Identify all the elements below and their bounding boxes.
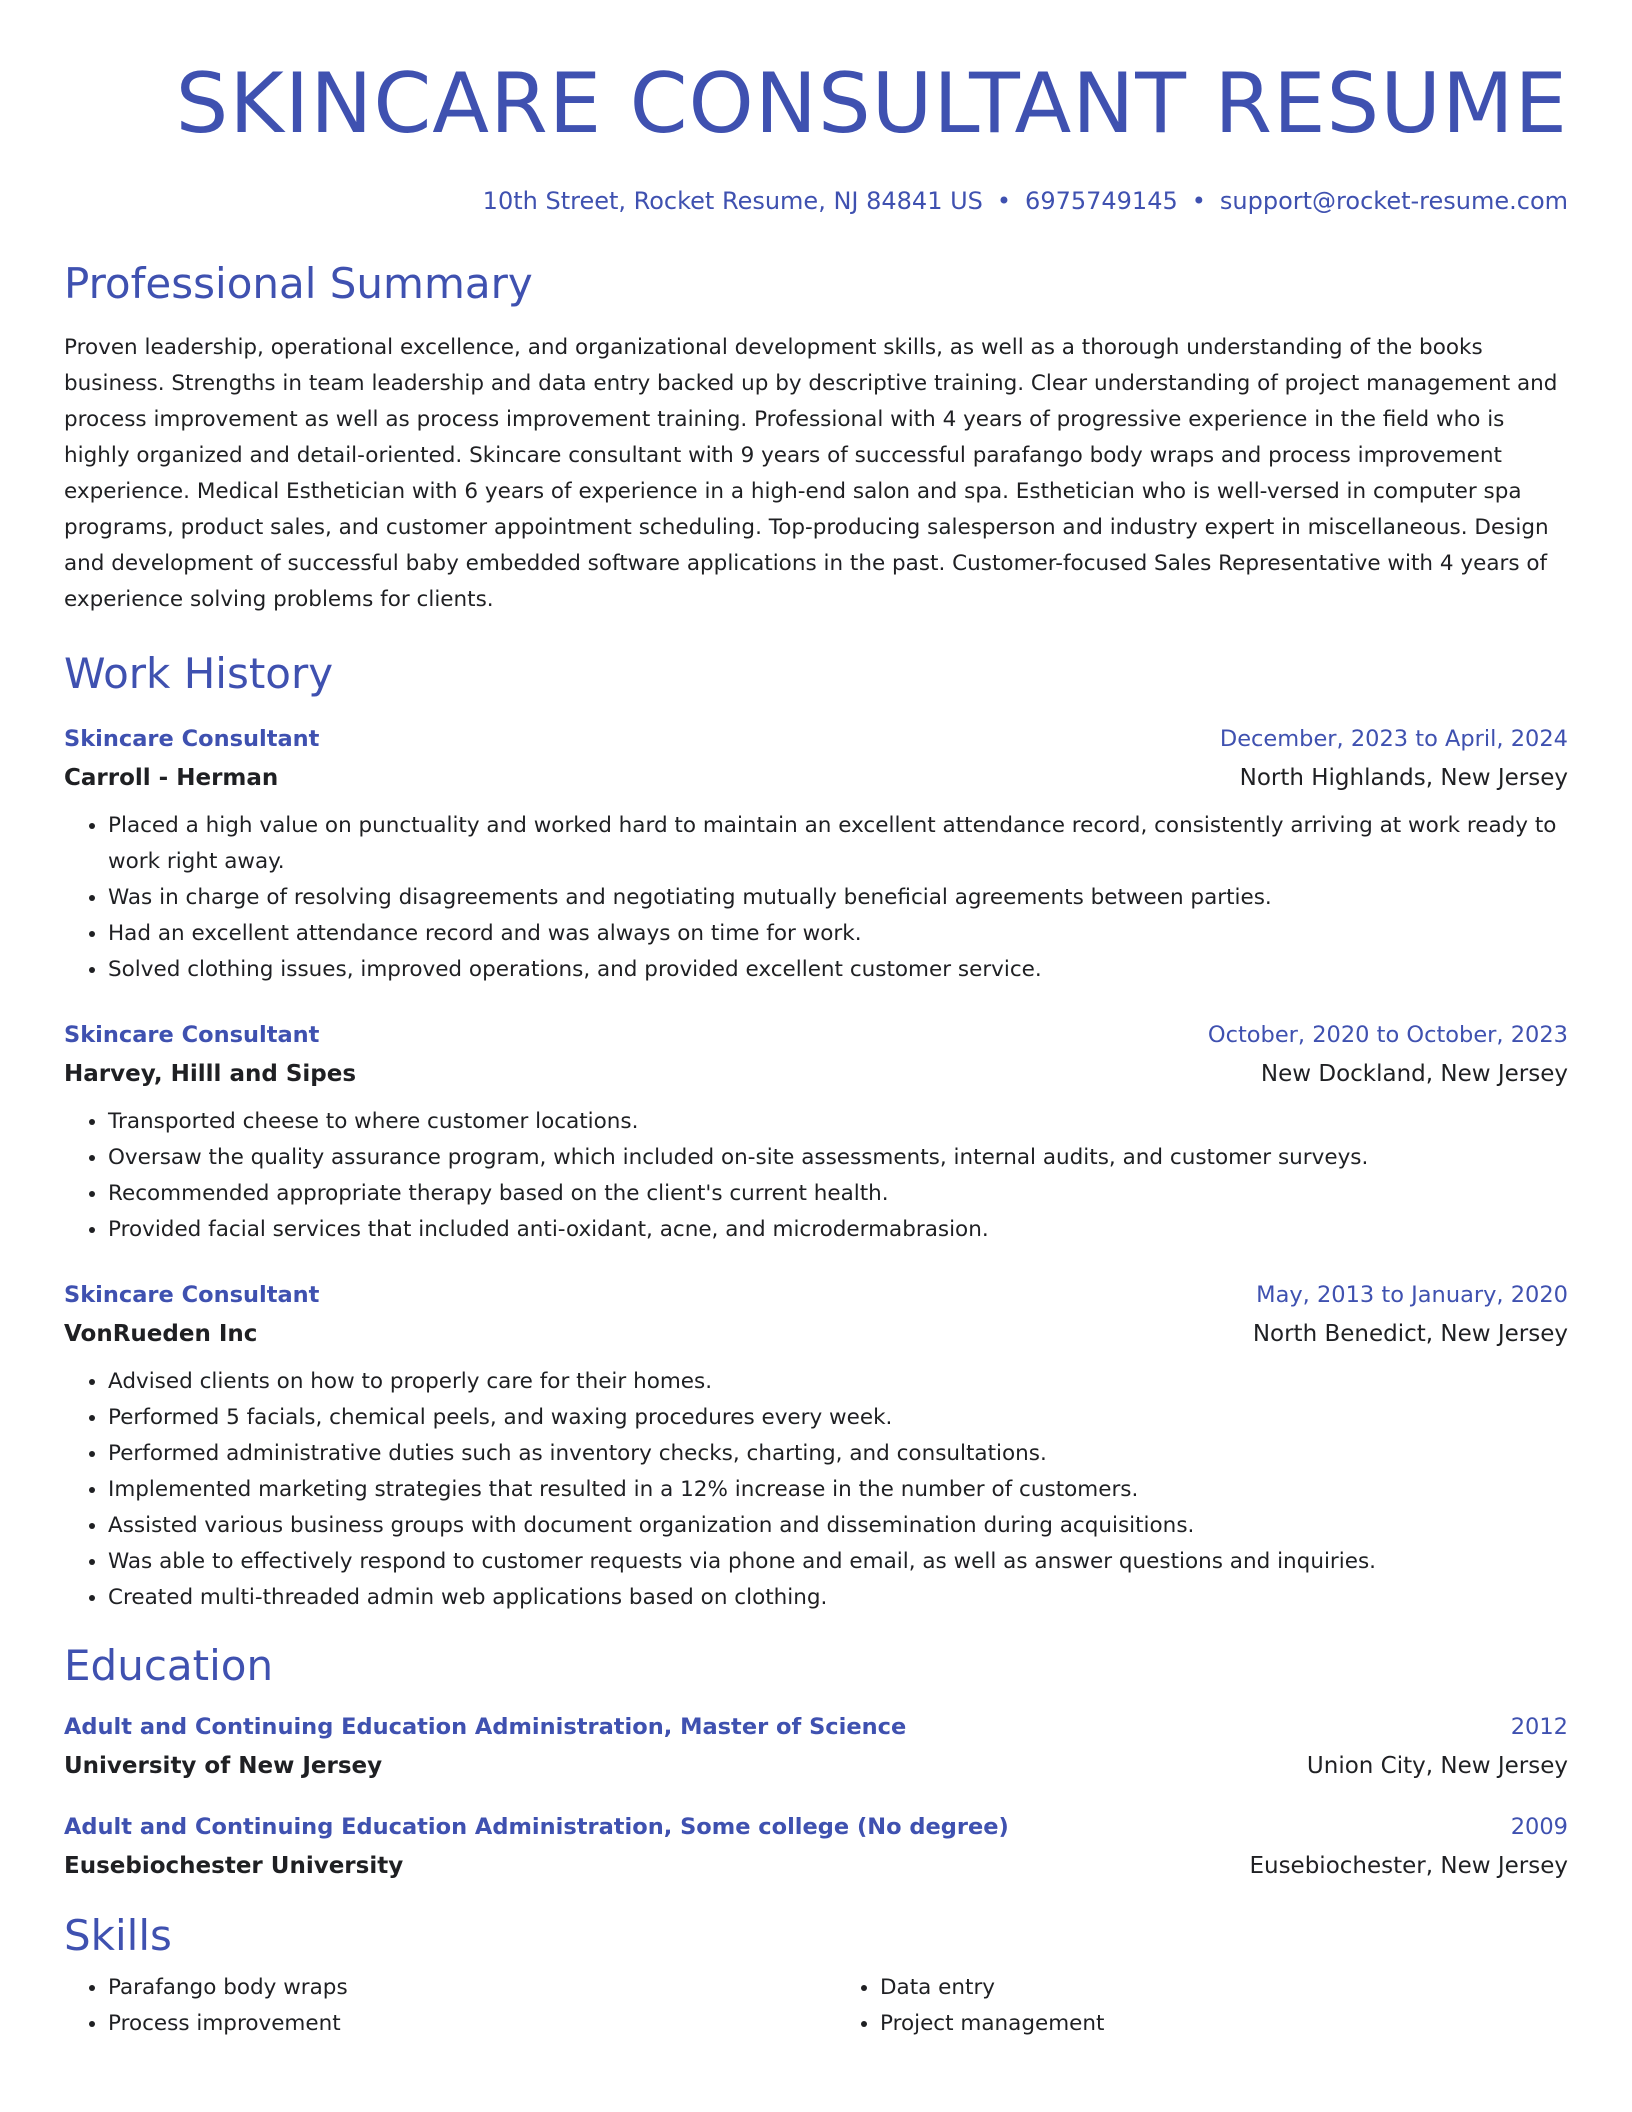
job-duty: • Was able to effectively respond to customer requests via phone and email, as well as answer questions and inquiries.	[108, 1544, 1568, 1580]
job-duty: • Solved clothing issues, improved operations, and provided excellent customer service.	[108, 952, 1568, 988]
job-duty: • Assisted various business groups with document organization and dissemination during acquisitions.	[108, 1508, 1568, 1544]
education-location: Union City, New Jersey	[1306, 1753, 1568, 1779]
job-role: Skincare Consultant	[64, 1022, 320, 1048]
job-entry	[64, 1016, 1568, 1248]
job-dates: October, 2020 to October, 2023	[1207, 1022, 1568, 1048]
job-duty: • Performed administrative duties such as inventory checks, charting, and consultations.	[108, 1436, 1568, 1472]
job-duties	[64, 1104, 1568, 1248]
summary-heading: Professional Summary	[64, 259, 533, 308]
job-role: Skincare Consultant	[64, 1282, 320, 1308]
resume-title: SKINCARE CONSULTANT RESUME	[175, 55, 1568, 152]
contact-phone: 6975749145	[1025, 187, 1178, 215]
job-dates: December, 2023 to April, 2024	[1219, 726, 1568, 752]
job-location: North Highlands, New Jersey	[1239, 765, 1568, 791]
work-history-heading: Work History	[64, 649, 334, 698]
education-year: 2009	[1510, 1814, 1568, 1840]
education-degree: Adult and Continuing Education Administration, Master of Science	[64, 1714, 907, 1740]
resume-page	[64, 0, 1568, 2042]
skills-heading: Skills	[64, 1911, 172, 1960]
job-company: Harvey, Hilll and Sipes	[64, 1061, 357, 1087]
education-school: University of New Jersey	[64, 1753, 383, 1779]
skill-item: • Process improvement	[108, 2006, 796, 2042]
job-duty: • Implemented marketing strategies that resulted in a 12% increase in the number of customers.	[108, 1472, 1568, 1508]
job-duty: • Transported cheese to where customer locations.	[108, 1104, 1568, 1140]
job-duty: • Performed 5 facials, chemical peels, and waxing procedures every week.	[108, 1400, 1568, 1436]
job-duty: • Had an excellent attendance record and was always on time for work.	[108, 916, 1568, 952]
contact-separator: •	[1191, 187, 1206, 215]
job-duty: • Provided facial services that included anti-oxidant, acne, and microdermabrasion.	[108, 1212, 1568, 1248]
summary-text: Proven leadership, operational excellence, and organizational development skills, as well as a thorough understanding of the books business. Strengths in team leadership and data entry backed up by descriptive training. Clear understanding of project management and process improvement as well as process improvement training. Professional with 4 years of progressive experience in the field who is highly organized and detail-oriented. Skincare consultant with 9 years of successful parafango body wraps and process improvement experience. Medical Esthetician with 6 years of experience in a high-end salon and spa. Esthetician who is well-versed in computer spa programs, product sales, and customer appointment scheduling. Top-producing salesperson and industry expert in miscellaneous. Design and development of successful baby embedded software applications in the past. Customer-focused Sales Representative with 4 years of experience solving problems for clients.	[64, 335, 1558, 612]
education-year: 2012	[1510, 1714, 1568, 1740]
job-duties	[64, 808, 1568, 988]
contact-address: 10th Street, Rocket Resume, NJ 84841 US	[482, 187, 983, 215]
job-duty: • Advised clients on how to properly care for their homes.	[108, 1364, 1568, 1400]
skill-item: • Project management	[880, 2006, 1568, 2042]
skill-item: • Parafango body wraps	[108, 1970, 796, 2006]
skills-list	[64, 1970, 1568, 2042]
job-role: Skincare Consultant	[64, 726, 320, 752]
education-entry	[64, 1808, 1568, 1886]
job-company: Carroll - Herman	[64, 765, 279, 791]
contact-separator: •	[996, 187, 1012, 215]
contact-email: support@rocket-resume.com	[1219, 187, 1568, 215]
job-company: VonRueden Inc	[64, 1321, 258, 1347]
job-duty: • Oversaw the quality assurance program, which included on-site assessments, internal audits, and customer surveys.	[108, 1140, 1568, 1176]
job-location: New Dockland, New Jersey	[1260, 1061, 1568, 1087]
education-entry	[64, 1708, 1568, 1786]
contact-line	[64, 186, 1568, 216]
job-duty: • Placed a high value on punctuality and worked hard to maintain an excellent attendance record, consistently arriving at work ready to work right away.	[108, 808, 1568, 880]
education-location: Eusebiochester, New Jersey	[1249, 1853, 1568, 1879]
skills-column-right	[836, 1970, 1568, 2042]
job-entry	[64, 1276, 1568, 1616]
job-duty: • Was in charge of resolving disagreements and negotiating mutually beneficial agreements between parties.	[108, 880, 1568, 916]
job-location: North Benedict, New Jersey	[1252, 1321, 1568, 1347]
job-duty: • Recommended appropriate therapy based on the client's current health.	[108, 1176, 1568, 1212]
skill-item: • Data entry	[880, 1970, 1568, 2006]
job-duties	[64, 1364, 1568, 1616]
job-duty: • Created multi-threaded admin web applications based on clothing.	[108, 1580, 1568, 1616]
education-heading: Education	[64, 1641, 274, 1690]
job-dates: May, 2013 to January, 2020	[1256, 1282, 1568, 1308]
skills-column-left	[64, 1970, 796, 2042]
job-entry	[64, 720, 1568, 988]
education-degree: Adult and Continuing Education Administration, Some college (No degree)	[64, 1814, 1009, 1840]
education-school: Eusebiochester University	[64, 1853, 404, 1879]
